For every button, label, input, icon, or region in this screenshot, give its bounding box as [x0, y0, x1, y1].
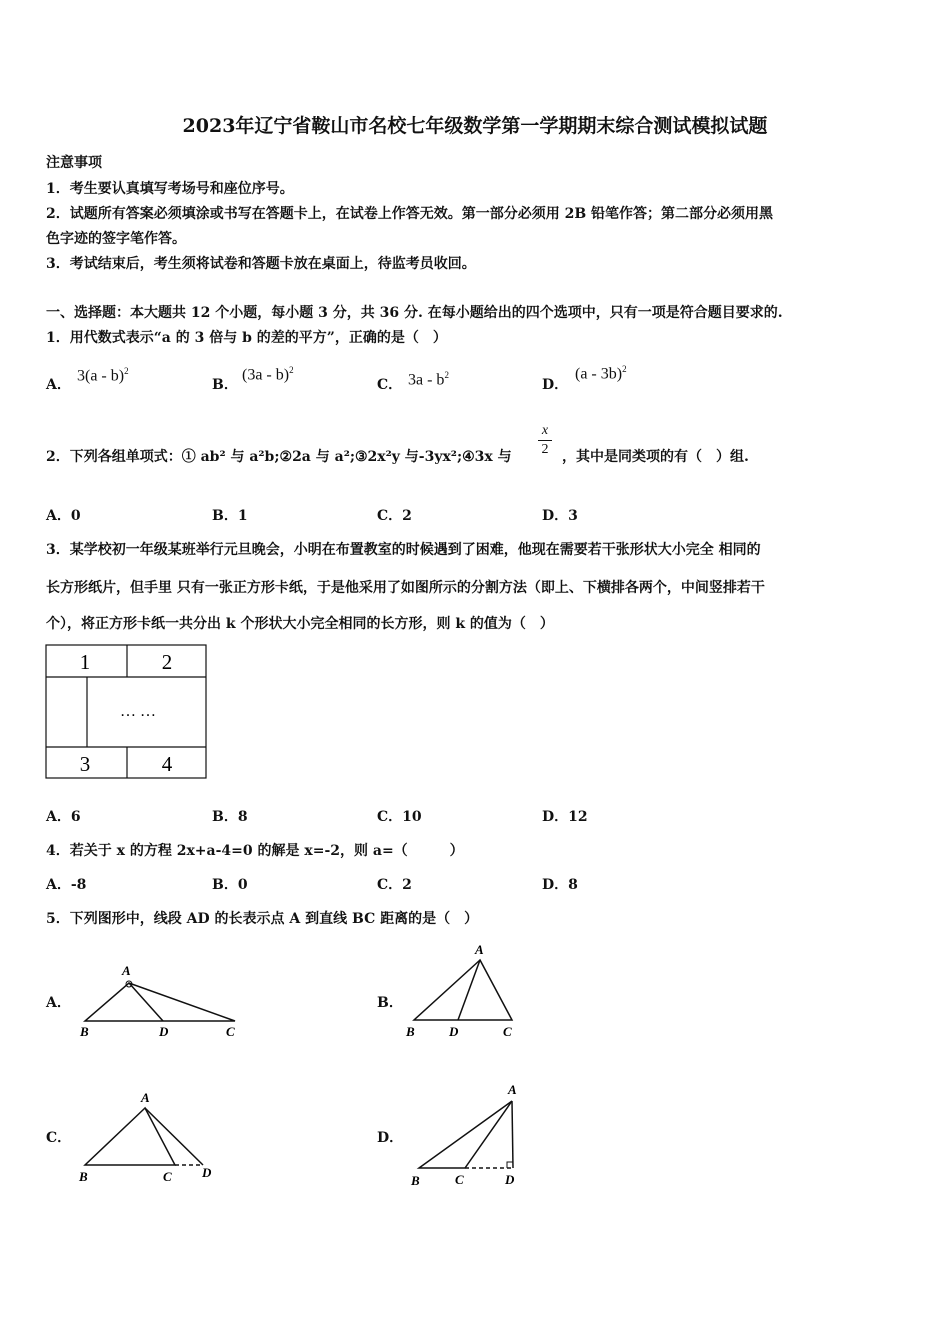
- figure-cell-3: 3: [79, 752, 91, 776]
- q3-option-c: C．10: [377, 809, 422, 825]
- q3-line-2: 长方形纸片，但手里 只有一张正方形卡纸，于是他采用了如图所示的分割方法（即上、下横排各两个，中间竖排若干: [46, 580, 765, 596]
- q3-option-b: B．8: [212, 809, 248, 825]
- q2-fraction: [538, 423, 552, 458]
- q4-option-a: A．-8: [46, 877, 87, 893]
- q2-option-c: C．2: [377, 508, 412, 524]
- notice-heading: 注意事项: [46, 155, 102, 171]
- q1-option-a-label: A．: [46, 377, 71, 393]
- q1-option-b-label: B．: [212, 377, 238, 393]
- q2-fraction-denominator: 2: [541, 442, 549, 457]
- notice-line-3: 3．考试结束后，考生须将试卷和答题卡放在桌面上，待监考员收回。: [46, 256, 476, 272]
- q2-stem-post: ，其中是同类项的有（ ）组.: [562, 449, 749, 465]
- point-b: B: [80, 1024, 89, 1039]
- q1-option-c-expr: $3a - b^2$: [408, 370, 449, 389]
- q1-option-d-expr: (a - 3b)$^2$: [575, 364, 627, 383]
- figure-cell-4: 4: [161, 752, 173, 776]
- q1-option-b-expr: (3a - b)$^2$: [242, 365, 294, 384]
- point-c: C: [226, 1024, 235, 1039]
- page-title: 2023年辽宁省鞍山市名校七年级数学第一学期期末综合测试模拟试题: [182, 115, 768, 137]
- figure-cell-1: 1: [79, 650, 91, 674]
- point-c: C: [503, 1024, 512, 1039]
- point-b: B: [411, 1173, 420, 1188]
- point-a: A: [508, 1082, 517, 1097]
- right-angle-mark: [507, 1162, 513, 1168]
- point-b: B: [406, 1024, 415, 1039]
- q4-option-c: C．2: [377, 877, 412, 893]
- notice-line-1: 1．考生要认真填写考场号和座位序号。: [46, 181, 294, 197]
- q2-fraction-numerator: x: [541, 423, 549, 438]
- point-d: D: [449, 1024, 459, 1039]
- q5-figure-b: [400, 938, 530, 1043]
- q2-option-a: A．0: [46, 508, 81, 524]
- q1-option-d-label: D．: [542, 377, 569, 393]
- q5-figure-d: [405, 1078, 535, 1193]
- point-a: A: [475, 942, 484, 957]
- point-d: D: [505, 1172, 515, 1187]
- q1-option-c-label: C．: [377, 377, 403, 393]
- triangle-abc: [85, 1108, 175, 1165]
- point-b: B: [79, 1169, 88, 1184]
- point-d: D: [202, 1165, 212, 1180]
- q2-fraction-bar: [538, 440, 552, 441]
- q3-option-a: A．6: [46, 809, 81, 825]
- q5-option-c-label: C．: [46, 1130, 72, 1146]
- q2-stem-pre: 2．下列各组单项式：① ab² 与 a²b;②2a 与 a²;③2x²y 与-3yx²;④3x 与: [46, 449, 512, 465]
- notice-line-2a: 2．试题所有答案必须填涂或书写在答题卡上，在试卷上作答无效。第一部分必须用 2B 铅笔作答；第二部分必须用黑: [46, 206, 774, 222]
- triangle-abc: [85, 983, 235, 1021]
- q3-line-1: 3．某学校初一年级某班举行元旦晚会，小明在布置教室的时候遇到了困难，他现在需要若干张形状大小完全 相同的: [46, 542, 761, 558]
- q5-stem: 5．下列图形中，线段 AD 的长表示点 A 到直线 BC 距离的是（ ）: [46, 911, 479, 927]
- q1-stem: 1．用代数式表示“a 的 3 倍与 b 的差的平方”，正确的是（ ）: [46, 330, 447, 346]
- point-c: C: [163, 1169, 172, 1184]
- point-c: C: [455, 1172, 464, 1187]
- segment-ad: [512, 1101, 513, 1168]
- section-heading: 一、选择题：本大题共 12 个小题，每小题 3 分，共 36 分. 在每小题给出的四个选项中，只有一项是符合题目要求的.: [46, 305, 783, 321]
- point-a: A: [122, 963, 131, 978]
- q5-option-b-label: B．: [377, 995, 403, 1011]
- q2-option-d: D．3: [542, 508, 578, 524]
- q1-option-a-expr: 3(a - b)$^2$: [77, 366, 129, 385]
- q5-option-d-label: D．: [377, 1130, 404, 1146]
- segment-ad: [145, 1108, 203, 1165]
- point-a: A: [141, 1090, 150, 1105]
- q4-option-d: D．8: [542, 877, 578, 893]
- q5-figure-a: [75, 958, 250, 1043]
- triangle-abc: [414, 960, 512, 1020]
- point-d: D: [159, 1024, 169, 1039]
- figure-dots: … …: [120, 703, 156, 720]
- notice-line-2b: 色字迹的签字笔作答。: [46, 231, 186, 247]
- q2-option-b: B．1: [212, 508, 248, 524]
- q5-option-a-label: A．: [46, 995, 71, 1011]
- q4-stem: 4．若关于 x 的方程 2x+a-4=0 的解是 x=-2，则 a=（ ）: [46, 843, 464, 859]
- figure-cell-2: 2: [161, 650, 173, 674]
- q3-square-figure: [45, 644, 208, 780]
- triangle-abc: [419, 1101, 512, 1168]
- q3-option-d: D．12: [542, 809, 588, 825]
- q4-option-b: B．0: [212, 877, 248, 893]
- q5-figure-c: [75, 1085, 225, 1185]
- q3-line-3: 个），将正方形卡纸一共分出 k 个形状大小完全相同的长方形，则 k 的值为（ ）: [46, 616, 554, 632]
